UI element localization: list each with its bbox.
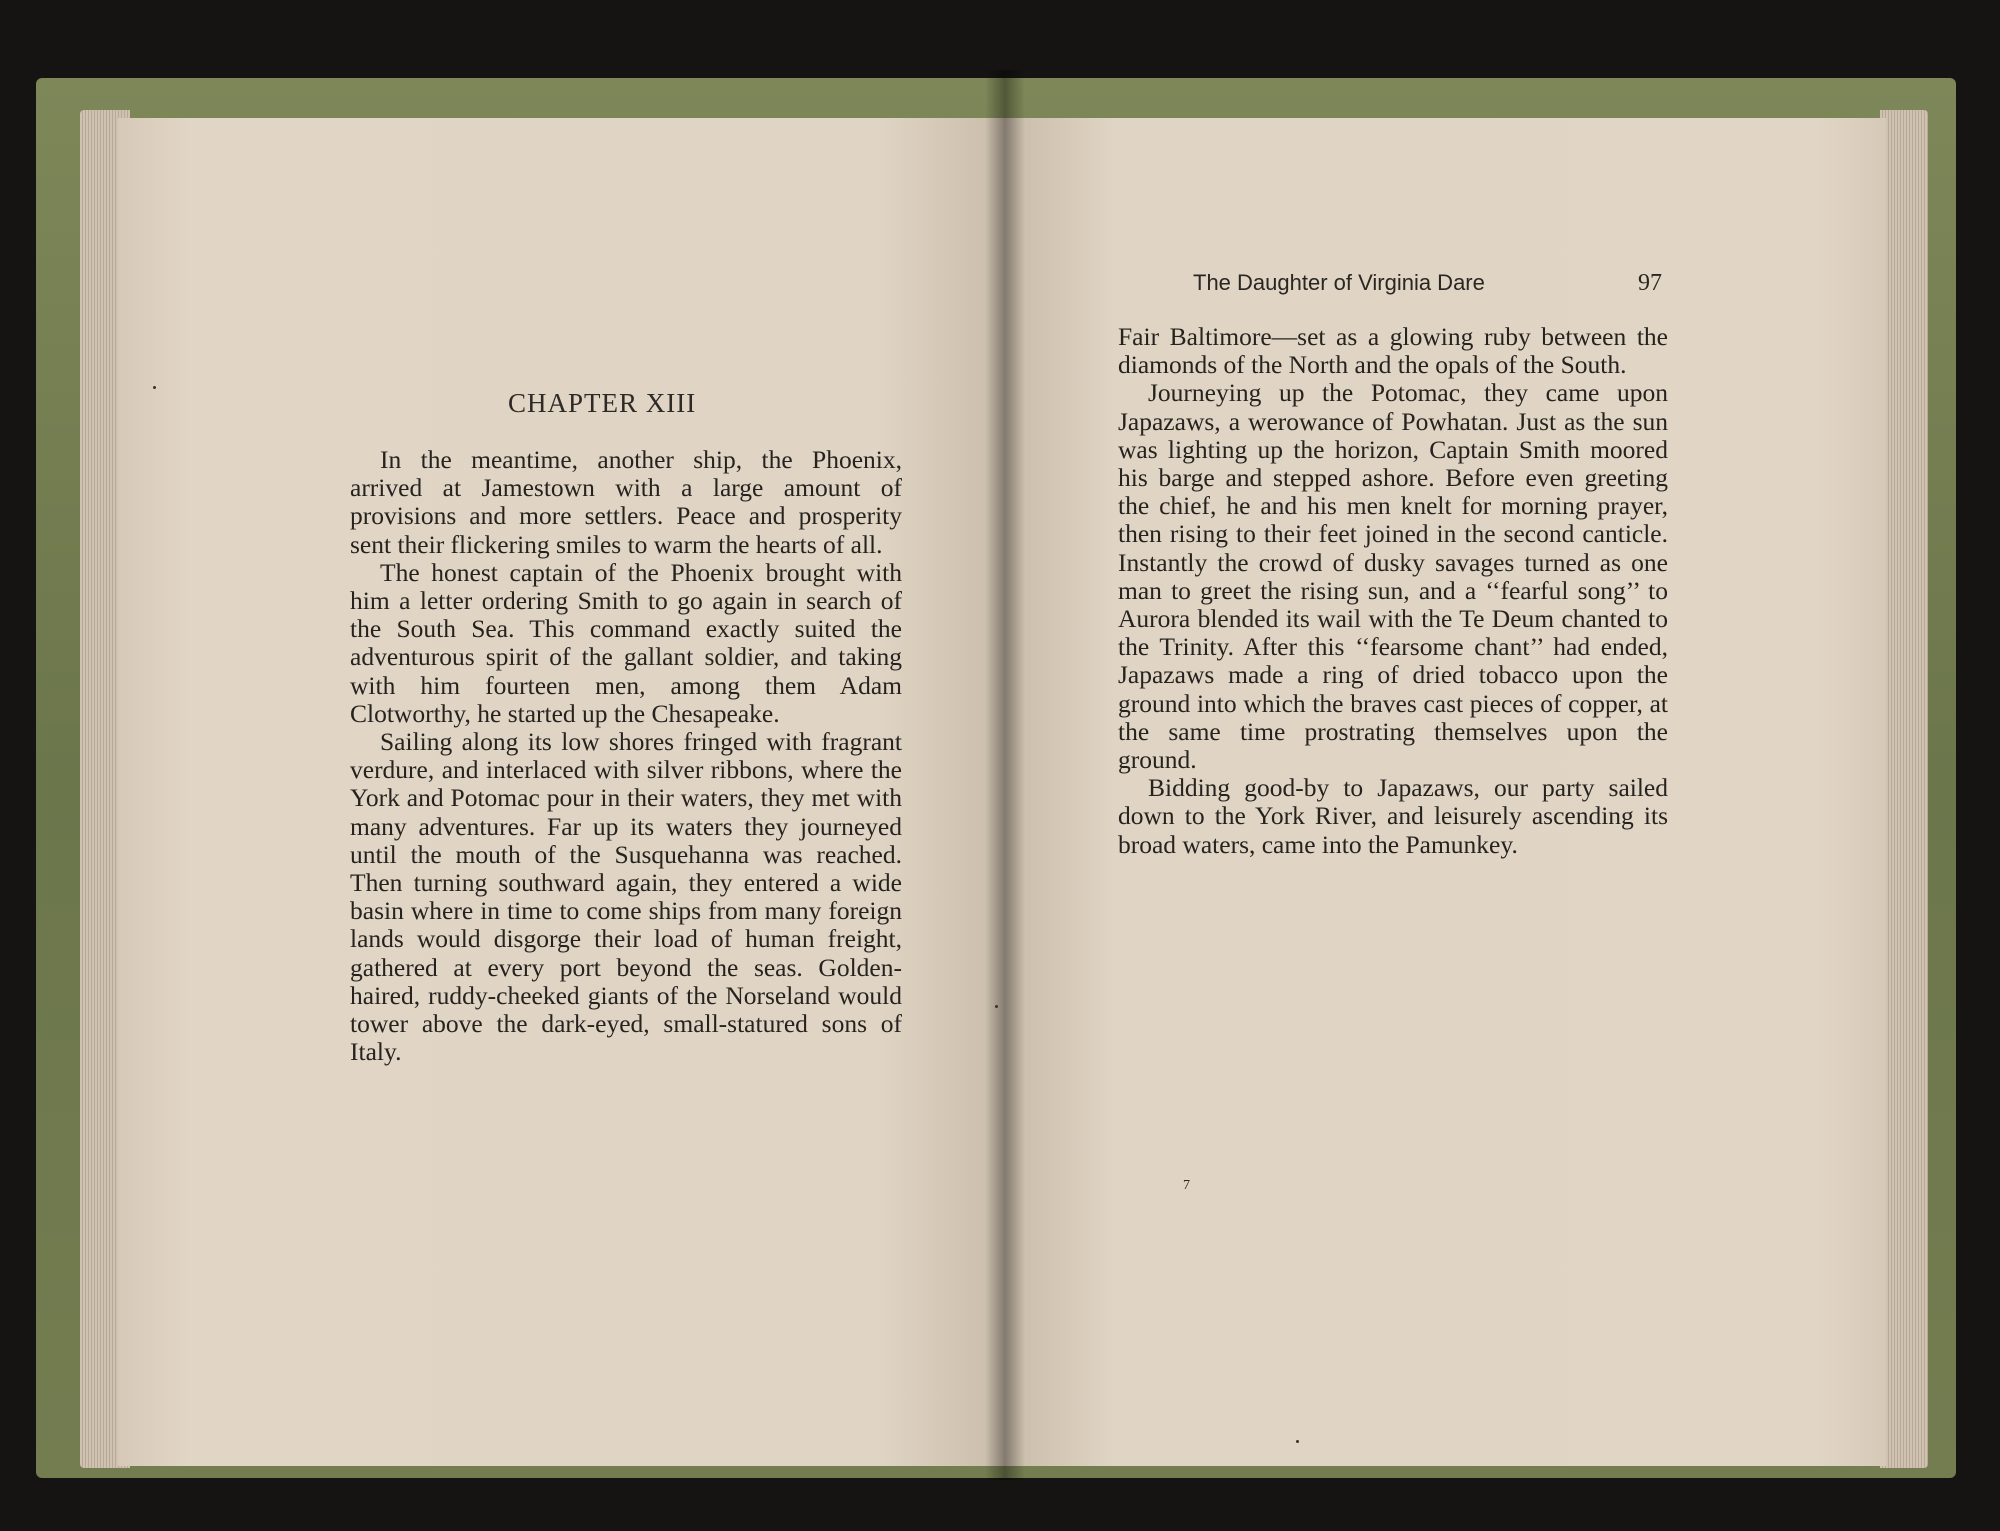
page-edges-right (1880, 110, 1928, 1468)
paragraph: Bidding good-by to Japazaws, our party sailed down to the York River, and leisurely ascending its broad waters, came into the Pamunkey. (1118, 773, 1668, 859)
signature-mark: 7 (1183, 1178, 1190, 1193)
left-page-text (350, 446, 902, 1066)
paper-speck (153, 386, 156, 389)
book-gutter (985, 70, 1025, 1480)
paragraph: In the meantime, another ship, the Phoenix, arrived at Jamestown with a large amount of provisions and more settlers. Peace and prosperity sent their flickering smiles to warm the hearts of all. (350, 445, 902, 559)
chapter-heading: CHAPTER XIII (508, 388, 697, 418)
page-number: 97 (1638, 270, 1662, 296)
paper-speck (1296, 1440, 1299, 1443)
paragraph: Journeying up the Potomac, they came upon Japazaws, a werowance of Powhatan. Just as the sun was lighting up the horizon, Captain Smith moored his barge and stepped ashore. Before even greeting the chief, he and his men knelt for morning prayer, then rising to their feet joined in the second canticle. Instantly the crowd of dusky savages turned as one man to greet the rising sun, and a ‘‘fearful song’’ to Aurora blended its wail with the Te Deum chanted to the Trinity. After this ‘‘fearsome chant’’ had ended, Japazaws made a ring of dried tobacco upon the ground into which the braves cast pieces of copper, at the same time prostrating themselves upon the ground. (1118, 378, 1668, 775)
right-page-text (1118, 323, 1668, 859)
paragraph: Fair Baltimore—set as a glowing ruby between the diamonds of the North and the opals of the South. (1118, 322, 1668, 380)
paragraph: Sailing along its low shores fringed with fragrant verdure, and interlaced with silver ribbons, where the York and Potomac pour in their waters, they met with many adventures. Far up its waters they journeyed until the mouth of the Susquehanna was reached. Then turning southward again, they entered a wide basin where in time to come ships from many foreign lands would disgorge their load of human freight, gathered at every port beyond the seas. Golden-haired, ruddy-cheeked giants of the Norseland would tower above the dark-eyed, small-statured sons of Italy. (350, 727, 902, 1067)
running-head: The Daughter of Virginia Dare (1193, 270, 1485, 295)
paragraph: The honest captain of the Phoenix brought with him a letter ordering Smith to go again in search of the South Sea. This command exactly suited the adventurous spirit of the gallant soldier, and taking with him fourteen men, among them Adam Clotworthy, he started up the Chesapeake. (350, 557, 902, 728)
paper-speck (995, 1005, 998, 1008)
